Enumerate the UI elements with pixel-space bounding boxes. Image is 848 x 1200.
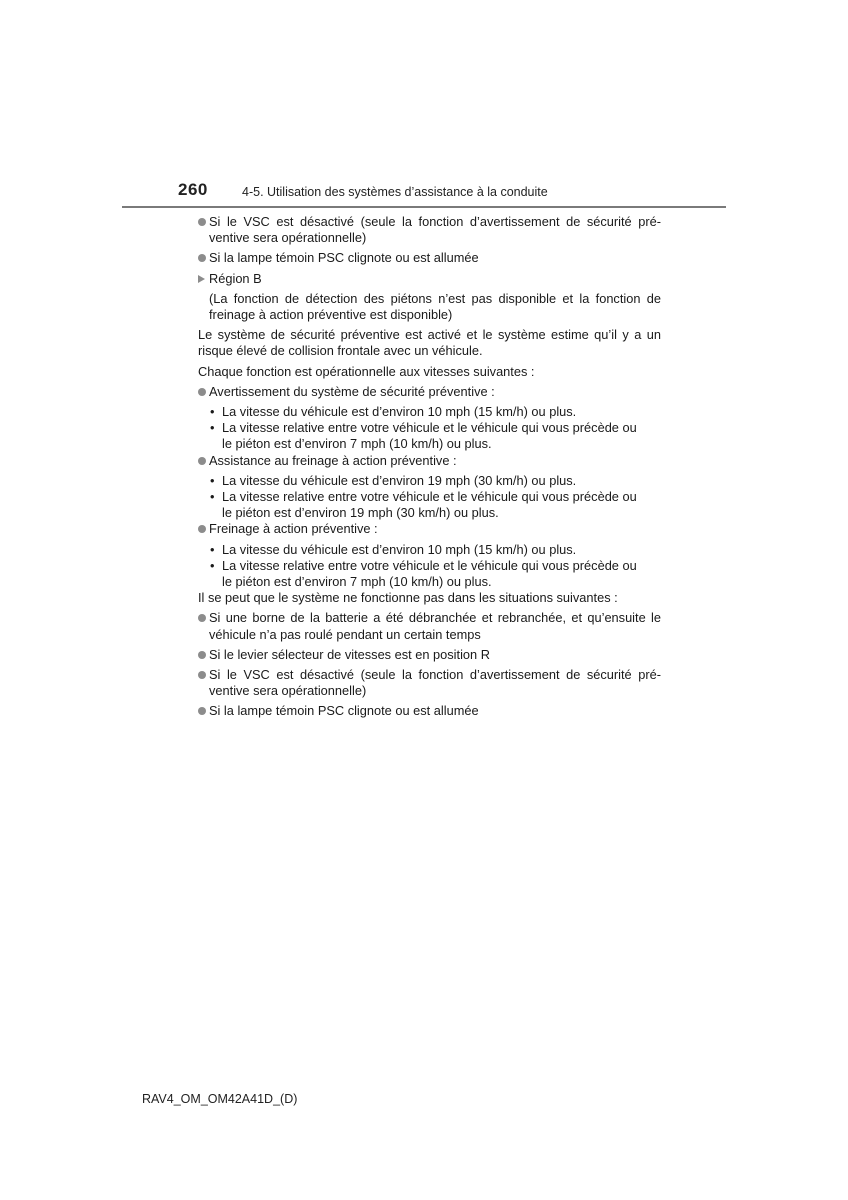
paragraph bbox=[198, 364, 661, 380]
text-line: La vitesse relative entre votre véhicule et le véhicule qui vous précède ou bbox=[222, 557, 637, 573]
text-line: le piéton est d’environ 7 mph (10 km/h) ou plus. bbox=[222, 436, 492, 452]
text-line: Si une borne de la batterie a été débranchée et rebranchée, et qu’ensuite le bbox=[209, 610, 661, 626]
region-heading bbox=[198, 271, 661, 287]
list-item bbox=[198, 703, 661, 719]
paragraph bbox=[198, 327, 661, 359]
dot-bullet-icon: • bbox=[210, 489, 215, 505]
region-label: Région B bbox=[209, 270, 262, 286]
text-line: Freinage à action préventive : bbox=[209, 521, 378, 537]
circle-bullet-icon bbox=[198, 614, 206, 622]
text-line: ventive sera opérationnelle) bbox=[209, 683, 367, 699]
text-line: Si le VSC est désactivé (seule la fonction d’avertissement de sécurité pré- bbox=[209, 214, 661, 229]
text-line: La vitesse relative entre votre véhicule et le véhicule qui vous précède ou bbox=[222, 420, 637, 436]
text-line: Avertissement du système de sécurité préventive : bbox=[209, 383, 495, 399]
circle-bullet-icon bbox=[198, 218, 206, 226]
sub-list-item bbox=[210, 542, 661, 558]
text-line: Si la lampe témoin PSC clignote ou est allumée bbox=[209, 250, 479, 266]
text-line: freinage à action préventive est disponible) bbox=[209, 307, 453, 323]
circle-bullet-icon bbox=[198, 651, 206, 659]
text-line: Il se peut que le système ne fonctionne pas dans les situations suivantes : bbox=[198, 590, 618, 606]
list-item bbox=[198, 667, 661, 699]
list-item bbox=[198, 647, 661, 663]
list-item bbox=[198, 214, 661, 246]
dot-bullet-icon: • bbox=[210, 557, 215, 573]
text-line: véhicule n’a pas roulé pendant un certain temps bbox=[209, 626, 481, 642]
document-code: RAV4_OM_OM42A41D_(D) bbox=[142, 1092, 298, 1106]
text-line: le piéton est d’environ 19 mph (30 km/h) ou plus. bbox=[222, 505, 499, 521]
section-title: 4-5. Utilisation des systèmes d’assistance à la conduite bbox=[242, 185, 548, 199]
text-line: Chaque fonction est opérationnelle aux vitesses suivantes : bbox=[198, 363, 535, 379]
text-line: La vitesse relative entre votre véhicule et le véhicule qui vous précède ou bbox=[222, 489, 637, 505]
dot-bullet-icon: • bbox=[210, 541, 215, 557]
text-line: Si le levier sélecteur de vitesses est en position R bbox=[209, 646, 490, 662]
sub-list-item bbox=[210, 420, 661, 452]
text-line: La vitesse du véhicule est d’environ 10 mph (15 km/h) ou plus. bbox=[222, 541, 577, 557]
text-line: Si la lampe témoin PSC clignote ou est allumée bbox=[209, 703, 479, 719]
circle-bullet-icon bbox=[198, 388, 206, 396]
text-line: La vitesse du véhicule est d’environ 10 mph (15 km/h) ou plus. bbox=[222, 404, 577, 420]
sub-list-item bbox=[210, 473, 661, 489]
sub-list-item bbox=[210, 558, 661, 590]
dot-bullet-icon: • bbox=[210, 472, 215, 488]
circle-bullet-icon bbox=[198, 671, 206, 679]
text-line: ventive sera opérationnelle) bbox=[209, 230, 367, 246]
list-item bbox=[198, 453, 661, 469]
text-line: (La fonction de détection des piétons n’est pas disponible et la fonction de bbox=[209, 290, 661, 306]
header-divider bbox=[122, 206, 726, 208]
dot-bullet-icon: • bbox=[210, 420, 215, 436]
page-content bbox=[198, 214, 661, 720]
dot-bullet-icon: • bbox=[210, 404, 215, 420]
text-line: La vitesse du véhicule est d’environ 19 mph (30 km/h) ou plus. bbox=[222, 472, 577, 488]
text-line: Si le VSC est désactivé (seule la fonction d’avertissement de sécurité pré- bbox=[209, 667, 661, 683]
text-line: risque élevé de collision frontale avec un véhicule. bbox=[198, 343, 483, 359]
region-note bbox=[198, 291, 661, 323]
text-line: le piéton est d’environ 7 mph (10 km/h) ou plus. bbox=[222, 574, 492, 590]
list-item bbox=[198, 521, 661, 537]
text-line: Le système de sécurité préventive est activé et le système estime qu’il y a un bbox=[198, 327, 661, 343]
triangle-bullet-icon bbox=[198, 275, 205, 283]
list-item bbox=[198, 610, 661, 642]
list-item bbox=[198, 250, 661, 266]
circle-bullet-icon bbox=[198, 707, 206, 715]
sub-list-item bbox=[210, 404, 661, 420]
sub-list-item bbox=[210, 489, 661, 521]
text-line: Assistance au freinage à action préventive : bbox=[209, 452, 457, 468]
circle-bullet-icon bbox=[198, 525, 206, 533]
circle-bullet-icon bbox=[198, 254, 206, 262]
paragraph bbox=[198, 590, 661, 606]
circle-bullet-icon bbox=[198, 457, 206, 465]
page-number: 260 bbox=[178, 180, 208, 199]
list-item bbox=[198, 384, 661, 400]
